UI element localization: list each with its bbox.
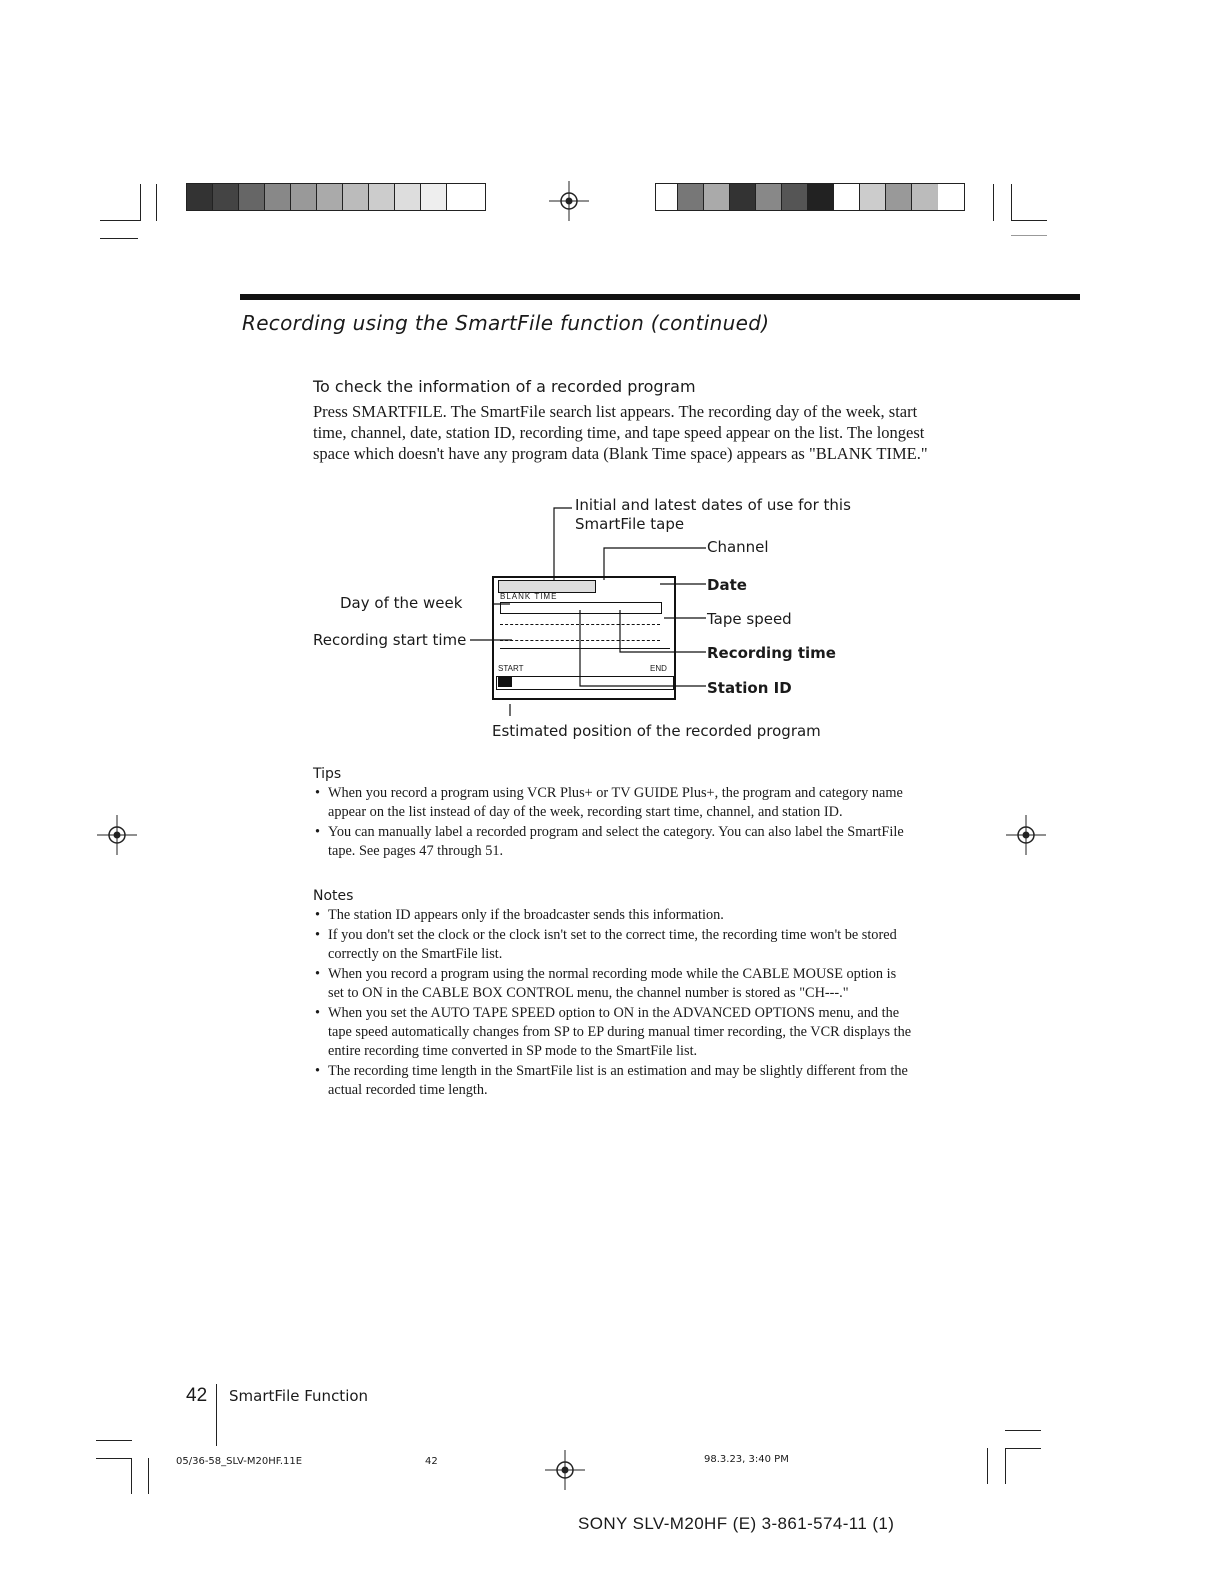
crop-mark: [148, 1458, 149, 1494]
screen-end: END: [650, 664, 667, 673]
section-title: Recording using the SmartFile function (continued): [242, 311, 770, 335]
tips-list: [313, 784, 913, 862]
crop-mark: [96, 1440, 132, 1441]
crop-mark: [156, 184, 157, 221]
crop-mark: [100, 238, 138, 239]
crop-mark: [100, 220, 140, 221]
crop-mark: [1005, 1448, 1041, 1449]
registration-mark-icon: [97, 815, 137, 855]
tip-item: • When you record a program using VCR Plus+ or TV GUIDE Plus+, the program and category name appear on the list instead of day of the week, recording start time, channel, and station ID.: [313, 784, 913, 822]
footer-file-name: 05/36-58_SLV-M20HF.11E: [176, 1456, 303, 1467]
screen-start: START: [498, 664, 524, 673]
note-item: • If you don't set the clock or the clock isn't set to the correct time, the recording time won't be stored correctly on the SmartFile list.: [313, 926, 913, 964]
registration-mark-icon: [545, 1450, 585, 1490]
registration-mark-icon: [549, 181, 589, 221]
label-smartfile-tape: SmartFile tape: [575, 515, 685, 533]
label-day-of-week: Day of the week: [340, 594, 463, 612]
label-station-id: Station ID: [707, 679, 792, 697]
color-bar-right: [655, 183, 965, 211]
tip-item: • You can manually label a recorded program and select the category. You can also label the SmartFile tape. See pages 47 through 51.: [313, 823, 913, 861]
registration-mark-icon: [1006, 815, 1046, 855]
note-item: • When you record a program using the normal recording mode while the CABLE MOUSE option is set to ON in the CABLE BOX CONTROL menu, the channel number is stored as "CH---.": [313, 965, 913, 1003]
crop-mark: [1005, 1448, 1006, 1484]
section-rule: [240, 294, 1080, 300]
crop-mark: [131, 1458, 132, 1494]
crop-mark: [1011, 184, 1012, 221]
crop-mark: [993, 184, 994, 221]
label-date: Date: [707, 576, 747, 594]
footer-section-name: SmartFile Function: [229, 1387, 369, 1405]
tips-heading: Tips: [313, 766, 342, 782]
label-estimated-position: Estimated position of the recorded program: [492, 722, 821, 740]
label-recording-time: Recording time: [707, 644, 836, 662]
footer-divider: [216, 1384, 217, 1446]
crop-mark: [1011, 235, 1047, 236]
page-number: 42: [186, 1385, 208, 1406]
crop-mark: [96, 1458, 132, 1459]
label-initial-latest-dates: Initial and latest dates of use for this: [575, 496, 851, 514]
color-bar-left: [186, 183, 486, 211]
crop-mark: [1005, 1430, 1041, 1431]
diagram-leader-lines: [460, 500, 720, 730]
note-item: • The recording time length in the SmartFile list is an estimation and may be slightly different from the actual recorded time length.: [313, 1062, 913, 1100]
label-channel: Channel: [707, 538, 769, 556]
screen-blank-time: BLANK TIME: [500, 592, 558, 601]
footer-file-page: 42: [425, 1456, 438, 1467]
crop-mark: [987, 1448, 988, 1484]
note-item: • When you set the AUTO TAPE SPEED option to ON in the ADVANCED OPTIONS menu, and the tape speed automatically changes from SP to EP during manual timer recording, the VCR displays the entire recording time converted in SP mode to the SmartFile list.: [313, 1004, 913, 1061]
footer-timestamp: 98.3.23, 3:40 PM: [704, 1454, 789, 1465]
notes-heading: Notes: [313, 888, 354, 904]
notes-list: [313, 906, 913, 1101]
crop-mark: [140, 184, 141, 221]
crop-mark: [1011, 220, 1047, 221]
subheading: To check the information of a recorded program: [313, 377, 696, 396]
body-paragraph: Press SMARTFILE. The SmartFile search list appears. The recording day of the week, start time, channel, date, station ID, recording time, and tape speed appear on the list. The longest space which doesn't have any program data (Blank Time space) appears as "BLANK TIME.": [313, 402, 928, 463]
product-code: SONY SLV-M20HF (E) 3-861-574-11 (1): [578, 1514, 895, 1533]
label-recording-start-time: Recording start time: [313, 631, 467, 649]
note-item: • The station ID appears only if the broadcaster sends this information.: [313, 906, 913, 925]
label-tape-speed: Tape speed: [707, 610, 792, 628]
